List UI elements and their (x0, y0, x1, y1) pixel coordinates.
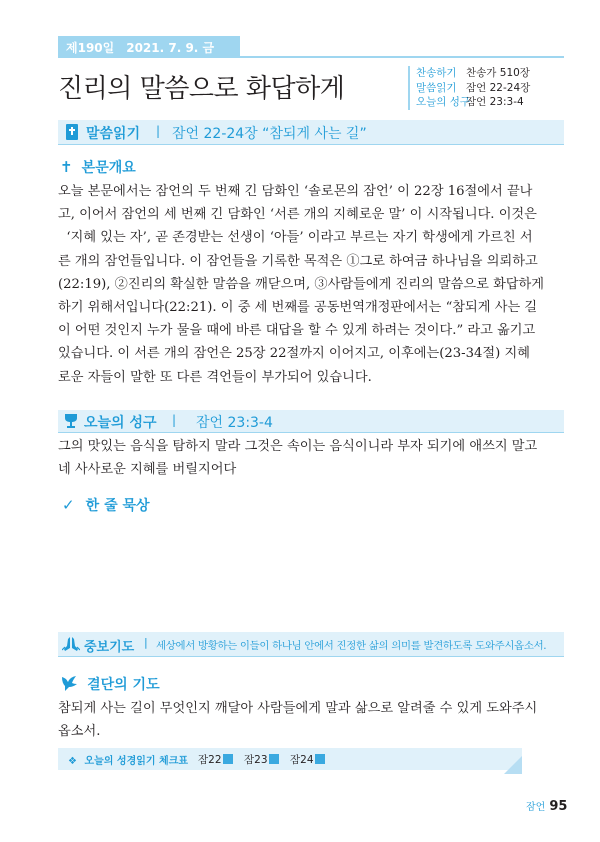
date: 2021. 7. 9. 금 (126, 41, 215, 55)
summary-heading (60, 157, 136, 177)
intercession-bar-rule (58, 656, 564, 657)
meditation-heading (62, 495, 150, 515)
page-title: 진리의 말씀으로 화답하게 (58, 74, 345, 104)
references (416, 66, 530, 110)
verse-separator: | (172, 413, 177, 427)
checkbox[interactable] (223, 754, 233, 764)
resolution-line: 옵소서. (58, 724, 101, 740)
reading-separator: | (156, 124, 161, 138)
checklist-title: 오늘의 성경읽기 체크표 (84, 756, 189, 767)
summary-line: 이 어떤 것인지 누가 물을 때에 바른 대답을 할 수 있게 하려는 것이다.” 라고 옮기고 (58, 323, 536, 339)
resolution-heading-text: 결단의 기도 (87, 677, 160, 693)
reference-reading: 말씀읽기 잠언 22-24장 (416, 81, 531, 94)
checkbox[interactable] (269, 754, 279, 764)
checklist-item[interactable]: 잠23 (244, 752, 279, 767)
summary-line: ‘지혜 있는 자’, 곧 존경받는 선생이 ‘아들’ 이라고 부르는 자기 학생에게 가르친 서 (58, 230, 533, 246)
check-icon: ✓ (62, 496, 75, 514)
date-band (58, 36, 564, 58)
checklist-corner (504, 756, 522, 774)
reading-bar (58, 120, 564, 144)
checklist-label (68, 752, 188, 767)
summary-line: 른 개의 잠언들입니다. 이 잠언들을 기록한 목적은 ①그로 하여금 하나님을 의뢰하고 (58, 253, 538, 269)
summary-line: 하기 위해서입니다(22:21). 이 중 세 번째를 공동번역개정판에서는 “참되게 사는 길 (58, 300, 538, 316)
chalice-icon (64, 413, 78, 429)
summary-line: 오늘 본문에서는 잠언의 두 번째 긴 담화인 ‘솔로몬의 잠언’ 이 22장 16절에서 끝나 (58, 184, 533, 199)
page-number: 95 (549, 799, 568, 814)
reading-label: 말씀읽기 (86, 126, 141, 142)
checklist-item[interactable]: 잠22 (198, 752, 233, 767)
footer-book: 잠언 (526, 802, 546, 813)
summary-heading-text: 본문개요 (81, 160, 136, 176)
summary-line: 있습니다. 이 서른 개의 잠언은 25장 22절까지 이어지고, 이후에는(23-34절) 지혜 (58, 346, 530, 362)
verse-bar (58, 410, 564, 432)
summary-line: (22:19), ②진리의 확실한 말씀을 깨닫으며, ③사람들에게 진리의 말씀으로 화답하게 (58, 276, 545, 292)
day-number: 제190일 (66, 41, 115, 55)
verse-line: 그의 맛있는 음식을 탐하지 말라 그것은 속이는 음식이니라 부자 되기에 애쓰지 말고 (58, 439, 538, 454)
resolution-line: 참되게 사는 길이 무엇인지 깨달아 사람들에게 말과 삶으로 알려줄 수 있게 도와주시 (58, 701, 538, 716)
day-date (66, 39, 226, 56)
cross-icon: ✝ (60, 158, 73, 176)
intercession-label: 중보기도 (84, 640, 135, 655)
summary-line: 고, 이어서 잠언의 세 번째 긴 담화인 ‘서른 개의 지혜로운 말’ 이 시작됩니다. 이것은 (58, 207, 537, 223)
meditation-heading-text: 한 줄 묵상 (85, 498, 150, 514)
resolution-body (58, 697, 564, 743)
summary-line: 로운 자들이 말한 또 다른 격언들이 부가되어 있습니다. (58, 369, 372, 385)
reading-bar-rule (58, 144, 564, 145)
reference-verse: 오늘의 성구잠언 23:3-4 (416, 96, 524, 108)
verse-bar-rule (58, 432, 564, 433)
intercession-bar (58, 632, 564, 656)
checkbox[interactable] (315, 754, 325, 764)
verse-line: 네 사사로운 지혜를 버릴지어다 (58, 462, 237, 478)
verse-reference: 잠언 23:3-4 (196, 415, 273, 431)
date-band-rule (240, 56, 564, 58)
verse-label: 오늘의 성구 (84, 415, 157, 431)
intercession-separator: | (144, 636, 148, 649)
bible-icon (66, 124, 78, 140)
checklist-item[interactable]: 잠24 (290, 752, 325, 767)
reading-checklist (58, 748, 522, 770)
diamond-icon: ❖ (68, 756, 77, 767)
reading-reference: 잠언 22-24장 “참되게 사는 길” (172, 126, 367, 142)
praying-hands-icon (62, 636, 80, 652)
intercession-text: 세상에서 방황하는 이들이 하나님 안에서 진정한 삶의 의미를 발견하도록 도와주시옵소서. (156, 640, 547, 652)
page-footer (526, 795, 567, 814)
dove-icon (60, 674, 78, 692)
references-divider (408, 66, 410, 110)
reference-hymn: 찬송하기 찬송가 510장 (416, 67, 530, 79)
verse-body (58, 435, 564, 481)
resolution-heading (60, 674, 160, 694)
summary-body (58, 180, 564, 389)
